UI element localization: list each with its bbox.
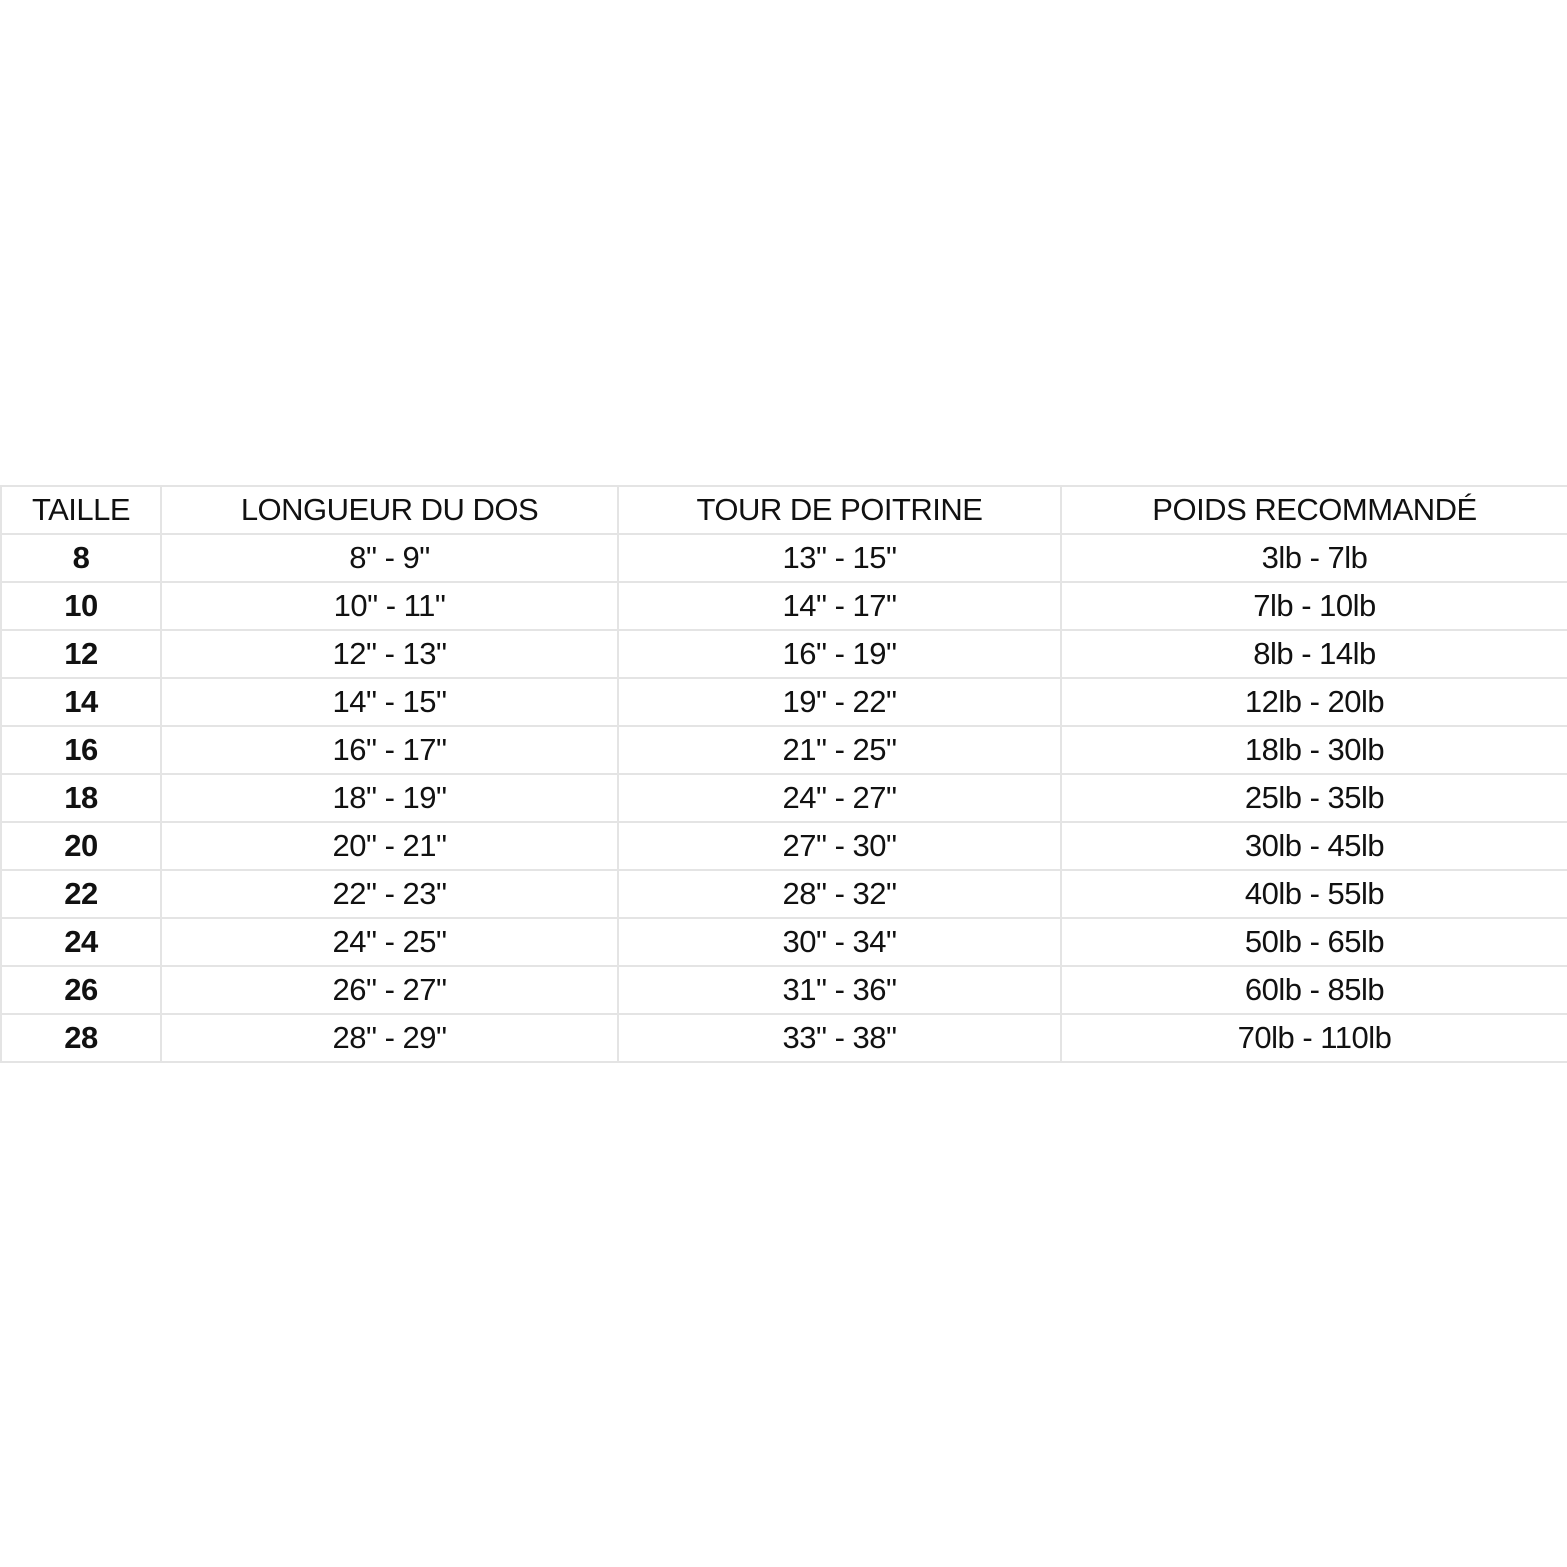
back-length-cell: 26" - 27" bbox=[161, 966, 618, 1014]
back-length-cell: 18" - 19" bbox=[161, 774, 618, 822]
weight-cell: 3lb - 7lb bbox=[1061, 534, 1567, 582]
back-length-cell: 16" - 17" bbox=[161, 726, 618, 774]
size-chart bbox=[0, 485, 1567, 1063]
size-cell: 18 bbox=[1, 774, 161, 822]
back-length-cell: 8" - 9" bbox=[161, 534, 618, 582]
table-header-row bbox=[1, 486, 1567, 534]
weight-cell: 70lb - 110lb bbox=[1061, 1014, 1567, 1062]
header-tour-de-poitrine: TOUR DE POITRINE bbox=[618, 486, 1061, 534]
table-row bbox=[1, 822, 1567, 870]
size-table bbox=[0, 485, 1567, 1063]
chest-cell: 30" - 34" bbox=[618, 918, 1061, 966]
size-cell: 16 bbox=[1, 726, 161, 774]
chest-cell: 16" - 19" bbox=[618, 630, 1061, 678]
table-body bbox=[1, 534, 1567, 1062]
size-cell: 24 bbox=[1, 918, 161, 966]
size-cell: 22 bbox=[1, 870, 161, 918]
size-cell: 14 bbox=[1, 678, 161, 726]
weight-cell: 8lb - 14lb bbox=[1061, 630, 1567, 678]
size-cell: 12 bbox=[1, 630, 161, 678]
back-length-cell: 22" - 23" bbox=[161, 870, 618, 918]
back-length-cell: 12" - 13" bbox=[161, 630, 618, 678]
table-row bbox=[1, 726, 1567, 774]
back-length-cell: 10" - 11" bbox=[161, 582, 618, 630]
table-row bbox=[1, 534, 1567, 582]
weight-cell: 30lb - 45lb bbox=[1061, 822, 1567, 870]
back-length-cell: 14" - 15" bbox=[161, 678, 618, 726]
size-cell: 20 bbox=[1, 822, 161, 870]
table-row bbox=[1, 870, 1567, 918]
table-row bbox=[1, 1014, 1567, 1062]
header-poids-recommande: POIDS RECOMMANDÉ bbox=[1061, 486, 1567, 534]
chest-cell: 33" - 38" bbox=[618, 1014, 1061, 1062]
table-row bbox=[1, 774, 1567, 822]
weight-cell: 25lb - 35lb bbox=[1061, 774, 1567, 822]
size-cell: 26 bbox=[1, 966, 161, 1014]
chest-cell: 24" - 27" bbox=[618, 774, 1061, 822]
back-length-cell: 24" - 25" bbox=[161, 918, 618, 966]
header-taille: TAILLE bbox=[1, 486, 161, 534]
chest-cell: 19" - 22" bbox=[618, 678, 1061, 726]
weight-cell: 50lb - 65lb bbox=[1061, 918, 1567, 966]
weight-cell: 7lb - 10lb bbox=[1061, 582, 1567, 630]
back-length-cell: 28" - 29" bbox=[161, 1014, 618, 1062]
weight-cell: 18lb - 30lb bbox=[1061, 726, 1567, 774]
chest-cell: 14" - 17" bbox=[618, 582, 1061, 630]
table-row bbox=[1, 918, 1567, 966]
size-cell: 10 bbox=[1, 582, 161, 630]
weight-cell: 12lb - 20lb bbox=[1061, 678, 1567, 726]
table-row bbox=[1, 582, 1567, 630]
table-row bbox=[1, 966, 1567, 1014]
header-longueur-du-dos: LONGUEUR DU DOS bbox=[161, 486, 618, 534]
size-cell: 8 bbox=[1, 534, 161, 582]
weight-cell: 60lb - 85lb bbox=[1061, 966, 1567, 1014]
size-cell: 28 bbox=[1, 1014, 161, 1062]
table-row bbox=[1, 678, 1567, 726]
table-row bbox=[1, 630, 1567, 678]
chest-cell: 27" - 30" bbox=[618, 822, 1061, 870]
chest-cell: 21" - 25" bbox=[618, 726, 1061, 774]
back-length-cell: 20" - 21" bbox=[161, 822, 618, 870]
chest-cell: 13" - 15" bbox=[618, 534, 1061, 582]
chest-cell: 31" - 36" bbox=[618, 966, 1061, 1014]
chest-cell: 28" - 32" bbox=[618, 870, 1061, 918]
weight-cell: 40lb - 55lb bbox=[1061, 870, 1567, 918]
